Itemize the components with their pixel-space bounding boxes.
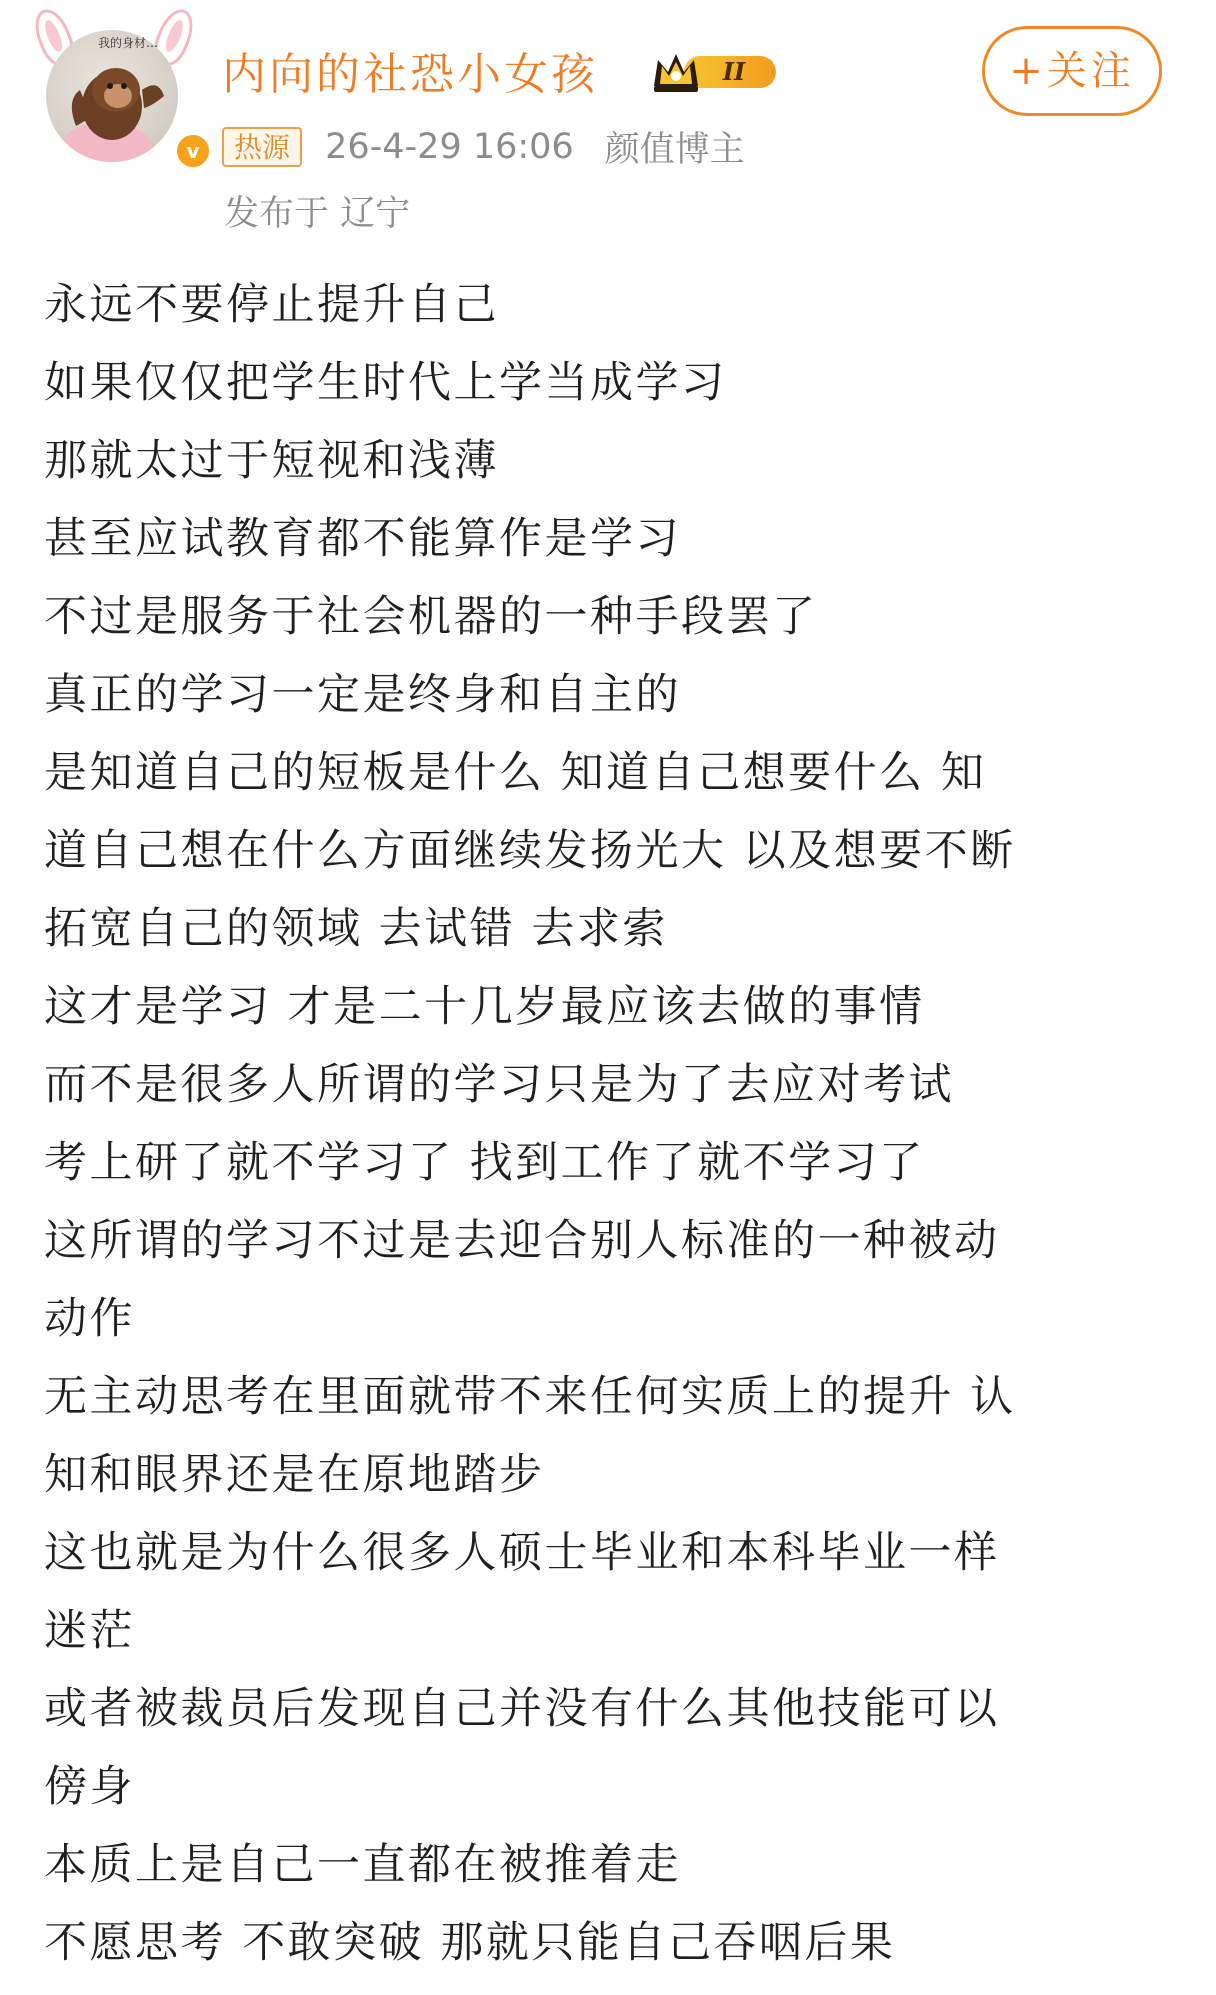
post-line: 这也就是为什么很多人硕士毕业和本科毕业一样	[44, 1528, 1000, 1578]
avatar[interactable]	[34, 8, 200, 168]
source-tag[interactable]: 热源	[222, 127, 302, 167]
post-line: 无主动思考在里面就带不来任何实质上的提升 认	[44, 1372, 1016, 1422]
post-line: 不过是服务于社会机器的一种手段罢了	[44, 592, 818, 642]
post-location: 发布于 辽宁	[224, 194, 411, 234]
post-line: 知和眼界还是在原地踏步	[44, 1450, 545, 1500]
post-line: 迷茫	[44, 1606, 135, 1656]
follow-button[interactable]: +关注	[982, 26, 1162, 116]
post-line: 动作	[44, 1294, 135, 1344]
post-line: 永远不要停止提升自己	[44, 280, 499, 330]
post-line: 而不是很多人所谓的学习只是为了去应对考试	[44, 1060, 954, 1110]
post-line: 真正的学习一定是终身和自主的	[44, 670, 681, 720]
post-line: 这所谓的学习不过是去迎合别人标准的一种被动	[44, 1216, 1000, 1266]
post-line: 道自己想在什么方面继续发扬光大 以及想要不断	[44, 826, 1016, 876]
username[interactable]: 内向的社恐小女孩	[222, 49, 598, 100]
post-header	[0, 0, 1216, 240]
crown-icon	[650, 50, 702, 94]
post-line: 是知道自己的短板是什么 知道自己想要什么 知	[44, 748, 987, 798]
verified-badge-icon: v	[174, 132, 212, 170]
post-line: 傍身	[44, 1762, 135, 1812]
post-body	[44, 266, 1174, 1982]
post-line: 不愿思考 不敢突破 那就只能自己吞咽后果	[44, 1918, 896, 1968]
rank-badge[interactable]	[650, 50, 782, 94]
post-line: 那就太过于短视和浅薄	[44, 436, 499, 486]
post-line: 考上研了就不学习了 找到工作了就不学习了	[44, 1138, 925, 1188]
post-timestamp: 26-4-29 16:06	[325, 127, 574, 167]
author-type-label: 颜值博主	[604, 130, 745, 170]
post-line: 这才是学习 才是二十几岁最应该去做的事情	[44, 982, 925, 1032]
avatar-caption: 我的身材…	[98, 36, 159, 50]
post-line: 拓宽自己的领域 去试错 去求索	[44, 904, 668, 954]
post-line: 如果仅仅把学生时代上学当成学习	[44, 358, 727, 408]
post-meta	[222, 122, 745, 168]
post-line: 本质上是自己一直都在被推着走	[44, 1840, 681, 1890]
post-line: 或者被裁员后发现自己并没有什么其他技能可以	[44, 1684, 1000, 1734]
rank-pill: II	[684, 56, 776, 88]
post-line: 甚至应试教育都不能算作是学习	[44, 514, 681, 564]
